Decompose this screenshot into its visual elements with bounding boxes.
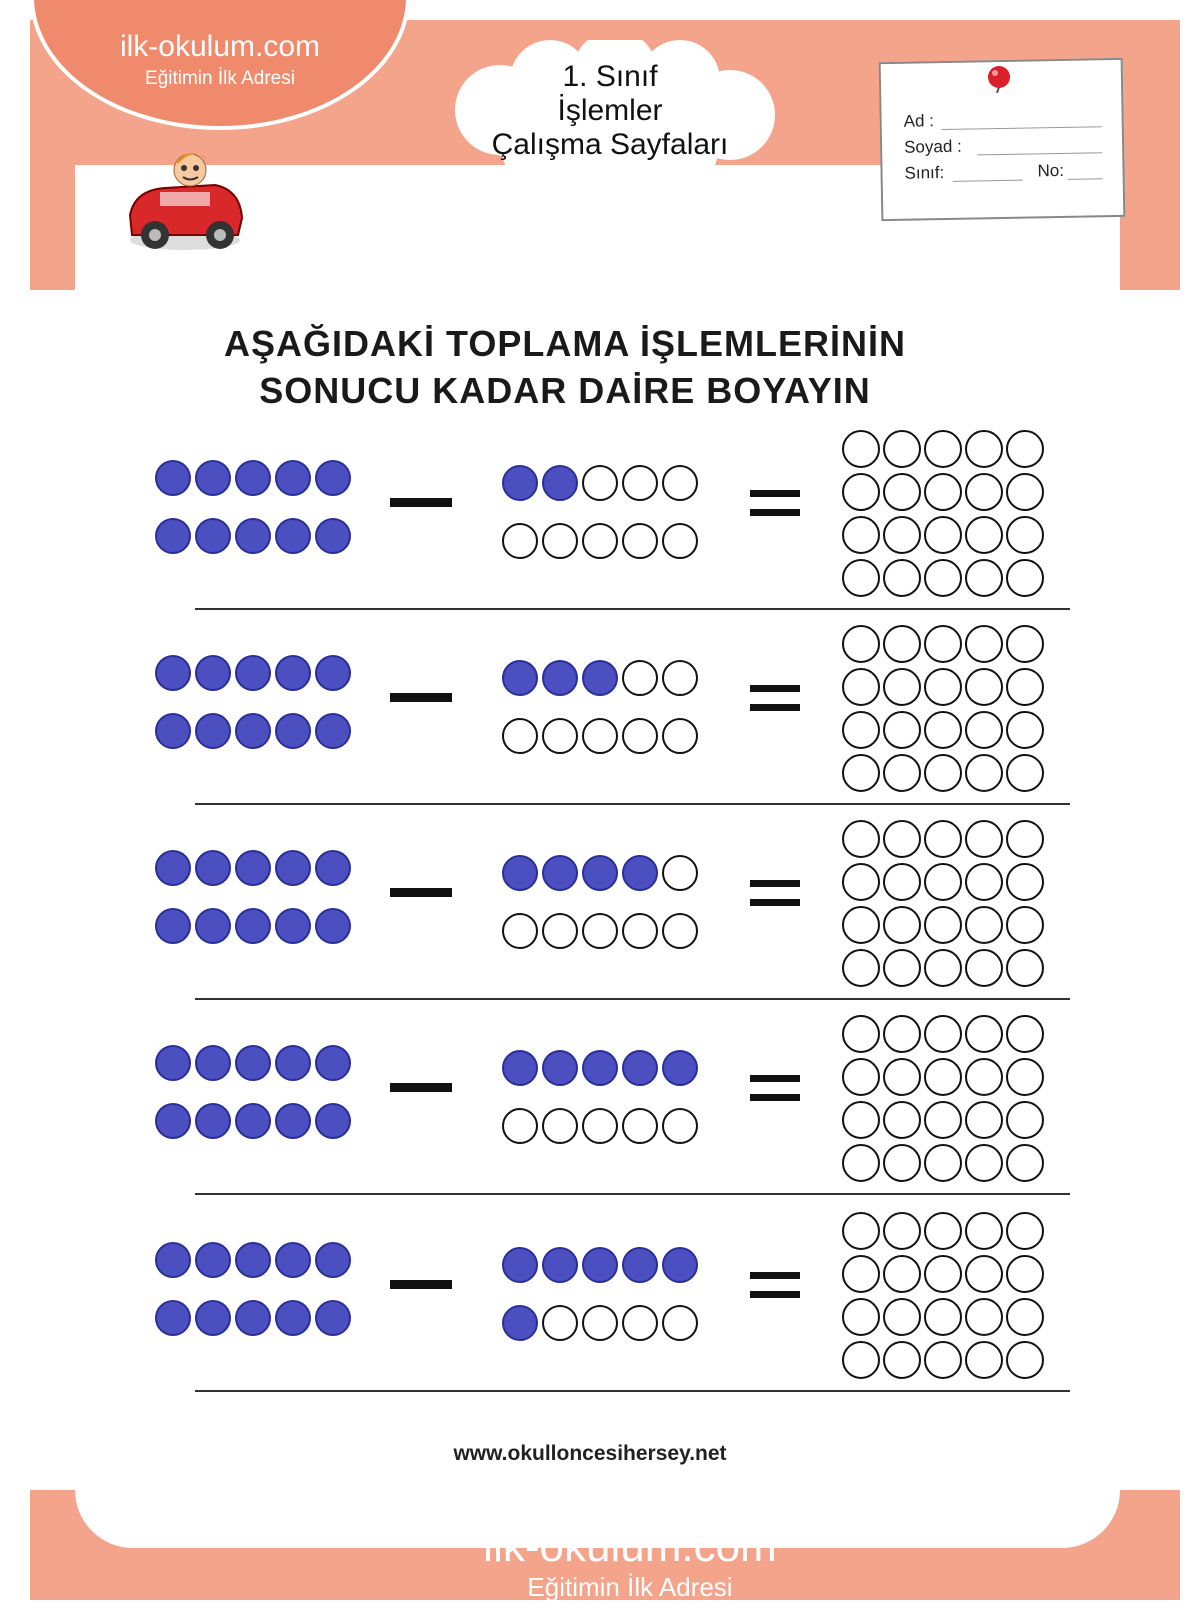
subtrahend-circle [542,660,578,696]
minuend-circle [275,1103,311,1139]
subtrahend-circle [502,913,538,949]
minuend-circle [195,908,231,944]
subtrahend-circle [582,465,618,501]
answer-circle[interactable] [924,668,962,706]
subtrahend-circle [582,1108,618,1144]
instruction-line1: AŞAĞIDAKİ TOPLAMA İŞLEMLERİNİN [223,323,906,364]
answer-circle[interactable] [965,1212,1003,1250]
subtrahend-circle [582,913,618,949]
ad-line[interactable] [942,126,1102,130]
answer-circle[interactable] [924,820,962,858]
answer-circle[interactable] [924,711,962,749]
minuend-circle [235,1103,271,1139]
answer-circle[interactable] [842,625,880,663]
answer-circle[interactable] [1006,906,1044,944]
soyad-line[interactable] [977,152,1102,155]
minus-sign [390,888,452,897]
minuend-circle [275,850,311,886]
subtrahend-circle [542,1050,578,1086]
answer-circle[interactable] [924,625,962,663]
answer-circle[interactable] [924,1212,962,1250]
minuend-circle [155,1103,191,1139]
subtrahend-circle [622,718,658,754]
answer-circle[interactable] [842,1144,880,1182]
minuend-circle [195,1045,231,1081]
answer-circle[interactable] [842,559,880,597]
minuend-circle [275,1045,311,1081]
cloud-title-line1: 1. Sınıf [562,60,658,93]
answer-circle[interactable] [924,1015,962,1053]
answer-circle[interactable] [842,473,880,511]
problem-row [0,1015,1200,1215]
instruction-line2: SONUCU KADAR DAİRE BOYAYIN [259,370,871,411]
answer-circle[interactable] [842,1101,880,1139]
minuend-circle [315,1300,351,1336]
answer-circle[interactable] [965,754,1003,792]
no-line[interactable] [1068,178,1103,180]
answer-circle[interactable] [924,1144,962,1182]
minuend-circle [315,850,351,886]
answer-circle[interactable] [842,1341,880,1379]
answer-circle[interactable] [1006,820,1044,858]
answer-circle[interactable] [924,863,962,901]
answer-circle[interactable] [924,430,962,468]
answer-circle[interactable] [842,516,880,554]
answer-circle[interactable] [883,949,921,987]
answer-circle[interactable] [842,863,880,901]
equals-sign [750,1272,800,1298]
problem-row [0,1212,1200,1412]
subtrahend-circle [662,465,698,501]
problem-row [0,430,1200,630]
subtrahend-circle [502,1108,538,1144]
subtrahend-circle [502,855,538,891]
sinif-label: Sınıf: [904,163,945,183]
answer-circle[interactable] [924,516,962,554]
subtrahend-circle [502,523,538,559]
minuend-circle [315,1242,351,1278]
minuend-circle [235,713,271,749]
problem-row [0,625,1200,825]
minuend-circle [275,518,311,554]
minuend-circle [195,655,231,691]
answer-circle[interactable] [965,1144,1003,1182]
answer-circle[interactable] [842,1015,880,1053]
answer-circle[interactable] [1006,1212,1044,1250]
answer-circle[interactable] [883,1341,921,1379]
thought-bubble-dot [272,196,306,218]
subtrahend-circle [662,1305,698,1341]
answer-circle[interactable] [965,1015,1003,1053]
subtrahend-circle [502,1247,538,1283]
answer-circle[interactable] [883,863,921,901]
thought-bubble-dot [312,178,360,208]
subtrahend-circle [542,855,578,891]
minuend-circle [195,460,231,496]
answer-circle[interactable] [883,1101,921,1139]
subtrahend-circle [662,660,698,696]
minuend-circle [275,655,311,691]
minuend-circle [235,518,271,554]
equals-sign [750,685,800,711]
subtrahend-circle [502,465,538,501]
minus-sign [390,693,452,702]
minuend-circle [195,850,231,886]
subtrahend-circle [622,465,658,501]
answer-circle[interactable] [924,906,962,944]
ad-label: Ad : [903,111,935,131]
subtrahend-circle [622,660,658,696]
answer-circle[interactable] [924,1058,962,1096]
answer-circle[interactable] [1006,516,1044,554]
answer-circle[interactable] [883,1255,921,1293]
subtrahend-circle [662,1247,698,1283]
equals-sign [750,1075,800,1101]
subtrahend-circle [582,1247,618,1283]
website-url: www.okulloncesihersey.net [453,1442,727,1465]
minuend-circle [315,1045,351,1081]
minuend-circle [275,460,311,496]
minuend-circle [275,713,311,749]
minuend-circle [315,1103,351,1139]
answer-circle[interactable] [1006,1255,1044,1293]
row-divider [195,1193,1070,1195]
footer-subtitle: Eğitimin İlk Adresi [527,1572,733,1602]
subtrahend-circle [582,1305,618,1341]
minus-sign [390,498,452,507]
answer-circle[interactable] [883,754,921,792]
answer-circle[interactable] [965,711,1003,749]
answer-circle[interactable] [924,1255,962,1293]
logo-subtitle: Eğitimin İlk Adresi [145,68,295,89]
minuend-circle [155,655,191,691]
answer-circle[interactable] [842,1298,880,1336]
minuend-circle [195,1242,231,1278]
answer-circle[interactable] [1006,711,1044,749]
no-label: No: [1037,160,1065,181]
footer-title: ilk-okulum.com [483,1522,777,1571]
minuend-circle [195,1103,231,1139]
subtrahend-circle [582,1050,618,1086]
answer-circle[interactable] [883,473,921,511]
minuend-circle [315,908,351,944]
answer-circle[interactable] [1006,1341,1044,1379]
answer-circle[interactable] [883,559,921,597]
subtrahend-circle [662,718,698,754]
subtrahend-circle [662,523,698,559]
subtrahend-circle [542,465,578,501]
subtrahend-circle [502,1050,538,1086]
subtrahend-circle [622,1050,658,1086]
subtrahend-circle [582,718,618,754]
minuend-circle [235,850,271,886]
subtrahend-circle [542,913,578,949]
answer-circle[interactable] [965,625,1003,663]
subtrahend-circle [542,718,578,754]
answer-circle[interactable] [1006,668,1044,706]
minuend-circle [155,850,191,886]
answer-circle[interactable] [924,1298,962,1336]
answer-circle[interactable] [842,711,880,749]
answer-circle[interactable] [965,949,1003,987]
minus-sign [390,1280,452,1289]
minuend-circle [275,1242,311,1278]
subtrahend-circle [662,855,698,891]
subtrahend-circle [542,1305,578,1341]
sinif-line[interactable] [953,180,1023,182]
answer-circle[interactable] [965,1101,1003,1139]
subtrahend-circle [622,523,658,559]
minuend-circle [235,1045,271,1081]
answer-circle[interactable] [965,516,1003,554]
answer-circle[interactable] [842,668,880,706]
minuend-circle [275,1300,311,1336]
minuend-circle [315,655,351,691]
answer-circle[interactable] [883,430,921,468]
minuend-circle [235,908,271,944]
minuend-circle [155,460,191,496]
car-mascot-icon [120,140,250,260]
answer-circle[interactable] [965,473,1003,511]
answer-circle[interactable] [965,1058,1003,1096]
answer-circle[interactable] [1006,1144,1044,1182]
answer-circle[interactable] [924,559,962,597]
minuend-circle [315,460,351,496]
answer-circle[interactable] [842,1212,880,1250]
minuend-circle [235,655,271,691]
answer-circle[interactable] [1006,949,1044,987]
subtrahend-circle [542,1108,578,1144]
answer-circle[interactable] [883,820,921,858]
minuend-circle [195,1300,231,1336]
answer-circle[interactable] [842,906,880,944]
subtrahend-circle [622,1108,658,1144]
cloud-title-line3: Çalışma Sayfaları [491,128,729,161]
answer-circle[interactable] [1006,863,1044,901]
minuend-circle [235,1242,271,1278]
answer-circle[interactable] [883,1212,921,1250]
row-divider [195,803,1070,805]
minuend-circle [155,1300,191,1336]
answer-circle[interactable] [965,430,1003,468]
minuend-circle [235,460,271,496]
minuend-circle [155,1242,191,1278]
answer-circle[interactable] [1006,1015,1044,1053]
answer-circle[interactable] [842,1255,880,1293]
answer-circle[interactable] [924,1101,962,1139]
answer-circle[interactable] [924,949,962,987]
cloud-title-line2: İşlemler [557,94,663,127]
answer-circle[interactable] [924,473,962,511]
subtrahend-circle [582,660,618,696]
answer-circle[interactable] [1006,1101,1044,1139]
answer-circle[interactable] [1006,559,1044,597]
answer-circle[interactable] [924,1341,962,1379]
subtrahend-circle [662,1108,698,1144]
answer-circle[interactable] [883,906,921,944]
subtrahend-circle [582,523,618,559]
answer-circle[interactable] [842,754,880,792]
answer-circle[interactable] [1006,473,1044,511]
answer-circle[interactable] [965,1341,1003,1379]
answer-circle[interactable] [883,1058,921,1096]
soyad-label: Soyad : [903,136,962,157]
minus-sign [390,1083,452,1092]
answer-circle[interactable] [842,949,880,987]
answer-circle[interactable] [883,1298,921,1336]
subtrahend-circle [622,913,658,949]
subtrahend-circle [622,1305,658,1341]
answer-circle[interactable] [883,711,921,749]
answer-circle[interactable] [842,820,880,858]
answer-circle[interactable] [883,516,921,554]
row-divider [195,998,1070,1000]
logo-title: ilk-okulum.com [119,30,321,63]
subtrahend-circle [542,1247,578,1283]
answer-circle[interactable] [965,863,1003,901]
subtrahend-circle [622,1247,658,1283]
subtrahend-circle [662,1050,698,1086]
answer-circle[interactable] [965,906,1003,944]
subtrahend-circle [662,913,698,949]
minuend-circle [235,1300,271,1336]
row-divider [195,608,1070,610]
minuend-circle [195,713,231,749]
answer-circle[interactable] [1006,754,1044,792]
answer-circle[interactable] [883,668,921,706]
answer-circle[interactable] [842,1058,880,1096]
answer-circle[interactable] [965,1255,1003,1293]
answer-circle[interactable] [883,1144,921,1182]
row-divider [195,1390,1070,1392]
answer-circle[interactable] [924,754,962,792]
problem-row [0,820,1200,1020]
subtrahend-circle [502,718,538,754]
answer-circle[interactable] [965,1298,1003,1336]
minuend-circle [315,713,351,749]
minuend-circle [195,518,231,554]
subtrahend-circle [582,855,618,891]
minuend-circle [155,713,191,749]
minuend-circle [275,908,311,944]
minuend-circle [155,1045,191,1081]
answer-circle[interactable] [1006,1058,1044,1096]
minuend-circle [155,518,191,554]
subtrahend-circle [622,855,658,891]
equals-sign [750,490,800,516]
push-pin-icon [985,65,1013,93]
answer-circle[interactable] [965,668,1003,706]
subtrahend-circle [542,523,578,559]
minuend-circle [155,908,191,944]
subtrahend-circle [502,660,538,696]
answer-circle[interactable] [965,559,1003,597]
subtrahend-circle [502,1305,538,1341]
answer-circle[interactable] [842,430,880,468]
answer-circle[interactable] [1006,625,1044,663]
answer-circle[interactable] [965,820,1003,858]
answer-circle[interactable] [1006,1298,1044,1336]
answer-circle[interactable] [883,625,921,663]
equals-sign [750,880,800,906]
minuend-circle [315,518,351,554]
answer-circle[interactable] [883,1015,921,1053]
answer-circle[interactable] [1006,430,1044,468]
